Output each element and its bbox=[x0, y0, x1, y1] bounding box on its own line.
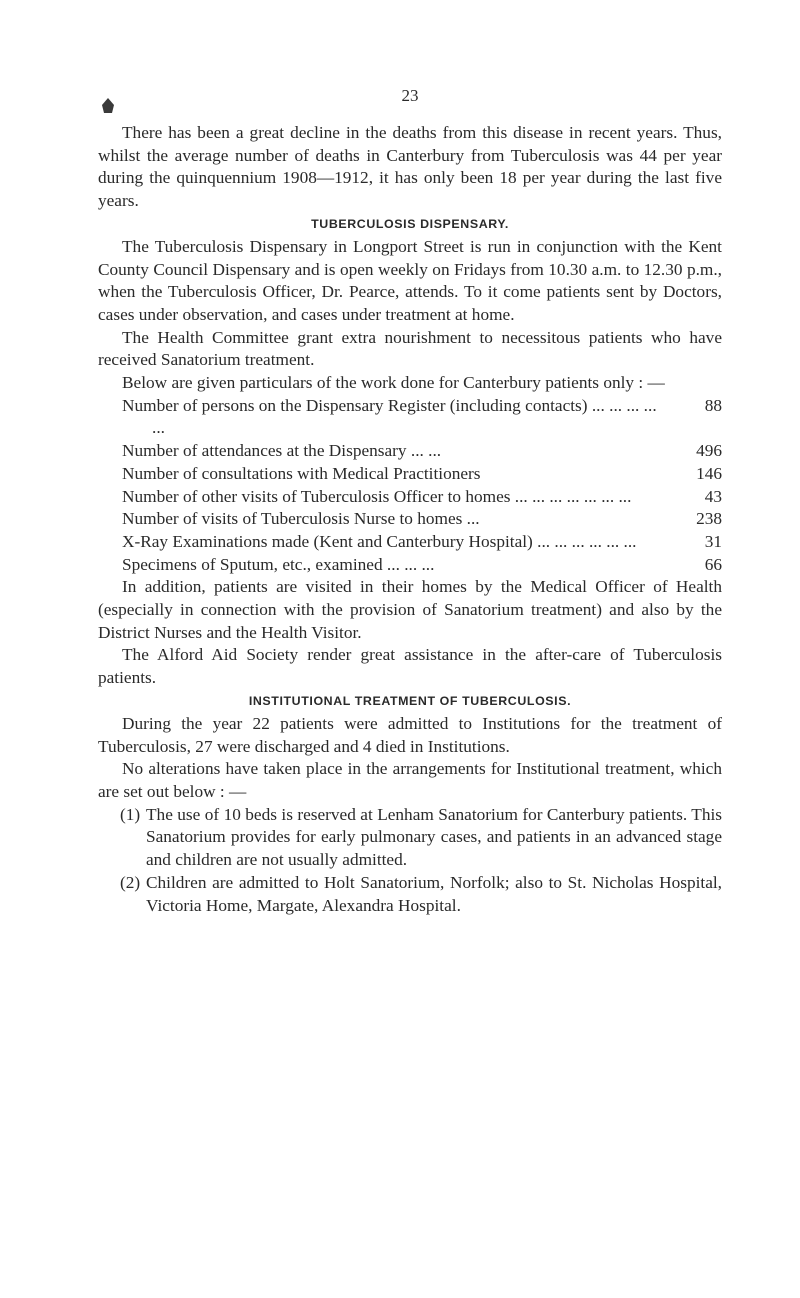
stat-value: 146 bbox=[696, 463, 722, 483]
page-body bbox=[98, 122, 722, 917]
stat-label: Number of other visits of Tuberculosis Officer to homes ... ... ... ... ... ... ... bbox=[122, 486, 632, 506]
list-item bbox=[120, 804, 722, 872]
dispensary-paragraph: In addition, patients are visited in their homes by the Medical Officer of Health (especially in connection with the provision of Sanatorium treatment) and also by the District Nurses and the Health Visitor. bbox=[98, 577, 722, 642]
arrangements-list bbox=[98, 804, 722, 918]
dispensary-stats-list bbox=[98, 395, 722, 577]
stat-value: 66 bbox=[704, 554, 722, 574]
list-item-number: (2) bbox=[120, 872, 141, 892]
stat-row bbox=[122, 508, 722, 531]
dispensary-paragraph: The Tuberculosis Dispensary in Longport Street is run in conjunction with the Kent County Council Dispensary and is open weekly on Fridays from 10.30 a.m. to 12.30 p.m., when the Tuberculosis Officer, Dr. Pearce, attends. To it come patients sent by Doctors, cases under observation, and cases under treatment at home. bbox=[98, 236, 722, 324]
list-item-number: (1) bbox=[120, 804, 141, 824]
stat-value: 31 bbox=[704, 531, 722, 551]
section-heading-dispensary: TUBERCULOSIS DISPENSARY. bbox=[311, 216, 509, 231]
stat-label: Number of persons on the Dispensary Register (including contacts) ... ... ... ... ... bbox=[122, 395, 657, 438]
stat-row bbox=[122, 554, 722, 577]
stat-row bbox=[122, 463, 722, 486]
institutional-paragraph: No alterations have taken place in the arrangements for Institutional treatment, which are set out below : — bbox=[98, 759, 722, 801]
dispensary-paragraph: The Alford Aid Society render great assistance in the after-care of Tuberculosis patients. bbox=[98, 645, 722, 688]
stat-row bbox=[122, 395, 722, 440]
stat-label: X-Ray Examinations made (Kent and Canterbury Hospital) ... ... ... ... ... ... bbox=[122, 531, 637, 551]
stat-label: Specimens of Sputum, etc., examined ... ... ... bbox=[122, 554, 435, 574]
list-item bbox=[120, 872, 722, 917]
intro-paragraph: There has been a great decline in the deaths from this disease in recent years. Thus, whilst the average number of deaths in Canterbury from Tuberculosis was 44 per year during the quinquennium 1908—1912, it has only been 18 per year during the last five years. bbox=[98, 123, 722, 211]
institutional-paragraph: During the year 22 patients were admitted to Institutions for the treatment of Tuberculosis, 27 were discharged and 4 died in Institutions. bbox=[98, 713, 722, 756]
dispensary-paragraph: Below are given particulars of the work done for Canterbury patients only : — bbox=[122, 373, 665, 393]
stat-value: 238 bbox=[696, 509, 722, 529]
ink-blot bbox=[98, 96, 118, 116]
stat-value: 88 bbox=[704, 395, 722, 415]
stat-value: 496 bbox=[696, 441, 722, 461]
stat-row bbox=[122, 486, 722, 509]
stat-value: 43 bbox=[704, 486, 722, 506]
dispensary-paragraph: The Health Committee grant extra nourishment to necessitous patients who have received Sanatorium treatment. bbox=[98, 327, 722, 370]
stat-label: Number of attendances at the Dispensary ... ... bbox=[122, 441, 442, 461]
list-item-text: Children are admitted to Holt Sanatorium, Norfolk; also to St. Nicholas Hospital, Victoria Home, Margate, Alexandra Hospital. bbox=[146, 872, 722, 915]
page-number: 23 bbox=[401, 86, 419, 105]
stat-row bbox=[122, 440, 722, 463]
stat-row bbox=[122, 531, 722, 554]
section-heading-institutional: INSTITUTIONAL TREATMENT OF TUBERCULOSIS. bbox=[248, 693, 572, 708]
list-item-text: The use of 10 beds is reserved at Lenham Sanatorium for Canterbury patients. This Sanatorium provides for early pulmonary cases, and patients in an advanced stage and children are not usually admitted. bbox=[146, 804, 722, 870]
stat-label: Number of visits of Tuberculosis Nurse to homes ... bbox=[122, 509, 480, 529]
stat-label: Number of consultations with Medical Practitioners bbox=[122, 463, 481, 483]
